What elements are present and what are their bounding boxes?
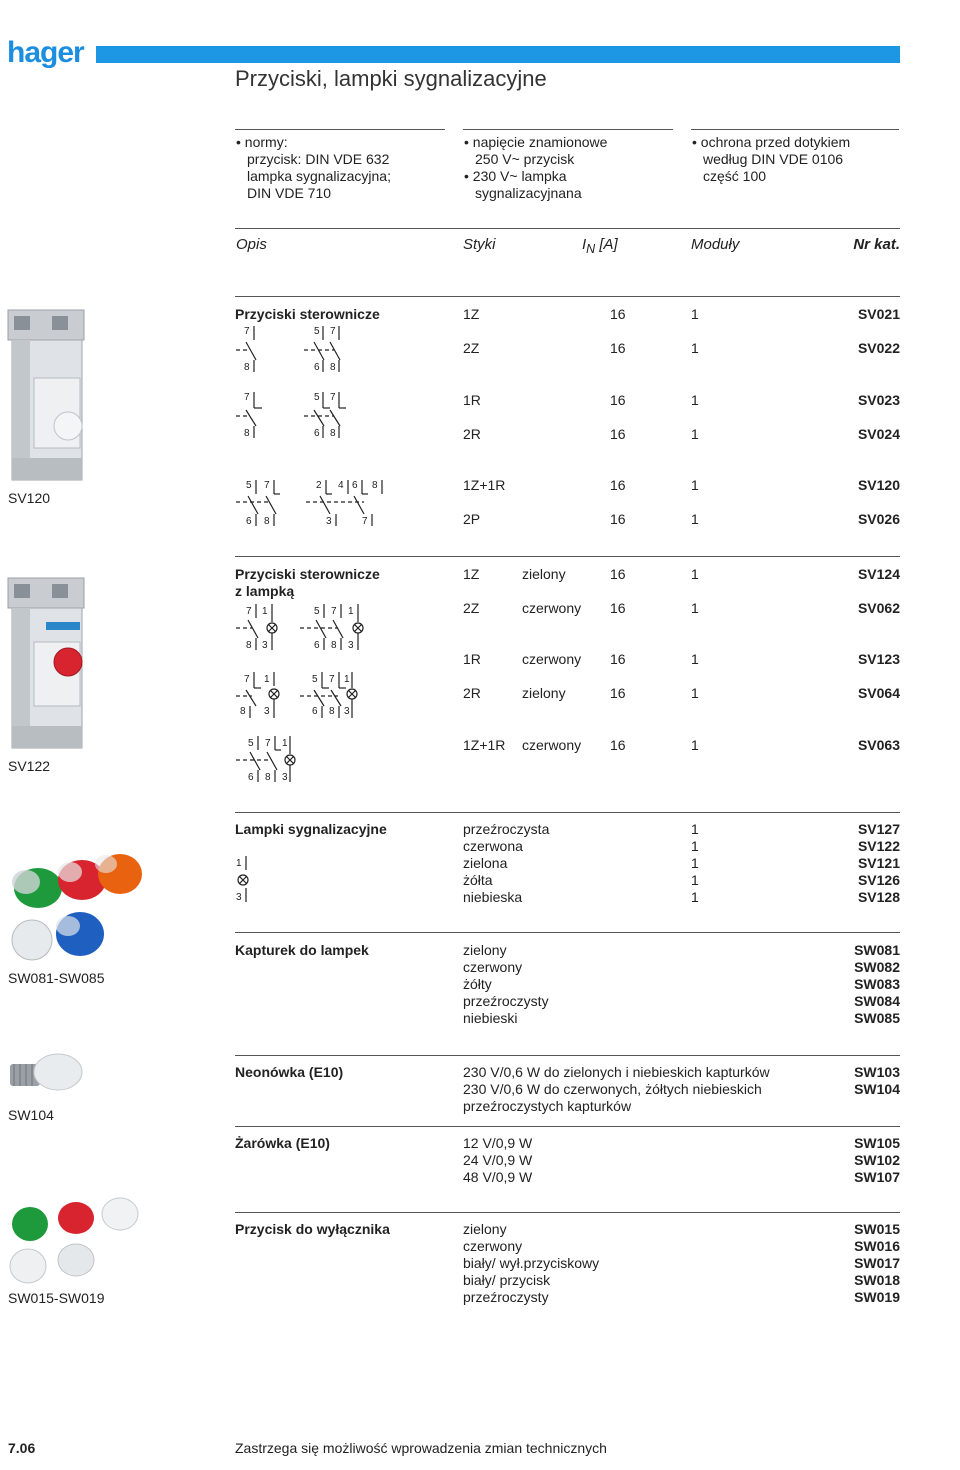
header-bar [96,46,900,63]
row-styki: 1R [463,392,481,408]
section3-catalog-numbers: SV127 SV122 SV121 SV126 SV128 [857,821,900,905]
row-mod: 1 [691,737,699,753]
svg-text:5: 5 [248,738,254,749]
page-number: 7.06 [8,1440,36,1456]
row-nr: SV120 [857,477,900,493]
svg-text:8: 8 [244,362,250,373]
caps-image [6,846,146,970]
row-mod: 1 [691,477,699,493]
svg-text:7: 7 [329,674,335,685]
row-kolor: zielony [522,566,566,582]
svg-text:1: 1 [264,674,270,685]
divider [235,1055,900,1056]
svg-text:7: 7 [331,606,337,617]
row-kolor: czerwony [522,600,582,616]
divider [235,812,900,813]
row-styki: 1Z [463,566,480,582]
svg-text:8: 8 [372,480,378,491]
svg-text:1: 1 [262,606,268,617]
svg-text:5: 5 [314,606,320,617]
caps-label: SW081-SW085 [8,970,105,986]
row-mod: 1 [691,392,699,408]
svg-text:7: 7 [330,392,336,403]
row-styki: 2Z [463,340,480,356]
row-nr: SV123 [857,651,900,667]
svg-text:6: 6 [314,428,320,439]
section2-title: Przyciski sterownicze [235,566,380,582]
svg-text:7: 7 [265,738,271,749]
svg-text:3: 3 [264,706,270,717]
row-styki: 2Z [463,600,480,616]
svg-text:8: 8 [264,516,270,527]
section4-catalog-numbers: SW081 SW082 SW083 SW084 SW085 [854,942,900,1026]
svg-text:7: 7 [362,516,368,527]
section6-catalog-numbers: SW105 SW102 SW107 [854,1135,900,1185]
row-nr: SV064 [857,685,900,701]
row-mod: 1 [691,340,699,356]
row-mod: 1 [691,651,699,667]
sv120-device-image [6,308,86,488]
svg-text:1: 1 [282,738,288,749]
divider [235,556,900,557]
header-opis: Opis [236,236,267,253]
divider [235,296,900,297]
hager-logo: hager [7,36,84,69]
divider [235,1212,900,1213]
section2-contact-diagrams [234,600,434,790]
section7-descriptions: zielony czerwony biały/ wył.przyciskowy biały/ przycisk przeźroczysty [463,1221,600,1305]
row-mod: 1 [691,600,699,616]
svg-text:7: 7 [246,606,252,617]
row-nr: SV024 [857,426,900,442]
sv120-label: SV120 [8,490,51,506]
row-in: 16 [610,600,626,616]
svg-text:5: 5 [312,674,318,685]
row-in: 16 [610,426,626,442]
row-in: 16 [610,651,626,667]
row-styki: 1Z+1R [463,737,506,753]
svg-text:8: 8 [265,772,271,783]
section4-descriptions: zielony czerwony żółty przeźroczysty niebieski [463,942,549,1026]
divider [463,129,673,130]
svg-text:3: 3 [344,706,350,717]
section5-catalog-numbers: SW103 SW104 [854,1064,900,1097]
row-mod: 1 [691,566,699,582]
svg-text:5: 5 [246,480,252,491]
svg-text:1: 1 [236,858,242,869]
svg-text:6: 6 [248,772,254,783]
svg-text:5: 5 [314,392,320,403]
row-in: 16 [610,566,626,582]
svg-text:8: 8 [244,428,250,439]
svg-text:8: 8 [246,640,252,651]
header-styki: Styki [463,236,496,253]
row-styki: 1Z [463,306,480,322]
divider [235,1126,900,1127]
row-in: 16 [610,306,626,322]
svg-text:5: 5 [314,326,320,337]
spec-voltage: • napięcie znamionowe 250 V~ przycisk • 230 V~ lampka sygnalizacyjnana [464,134,608,201]
spec-norms: • normy: przycisk: DIN VDE 632 lampka sygnalizacyjna; DIN VDE 710 [236,134,391,201]
row-kolor: czerwony [522,737,582,753]
svg-text:7: 7 [330,326,336,337]
section5-descriptions: 230 V/0,6 W do zielonych i niebieskich kapturków 230 V/0,6 W do czerwonych, żółtych niebieskich przeźroczystych kapturków [463,1064,770,1114]
row-mod: 1 [691,511,699,527]
row-nr: SV022 [857,340,900,356]
lamp-symbol [234,854,264,904]
row-nr: SV063 [857,737,900,753]
svg-text:6: 6 [314,362,320,373]
section1-contact-diagrams [234,322,434,532]
svg-text:8: 8 [329,706,335,717]
svg-text:7: 7 [244,392,250,403]
row-kolor: zielony [522,685,566,701]
section3-modules: 1 1 1 1 1 [691,821,699,905]
svg-text:3: 3 [326,516,332,527]
divider [235,129,445,130]
header-in: $I_N$ [A] [582,236,618,256]
row-nr: SV124 [857,566,900,582]
svg-text:6: 6 [312,706,318,717]
row-in: 16 [610,685,626,701]
svg-text:3: 3 [236,892,242,903]
row-styki: 1R [463,651,481,667]
svg-text:8: 8 [330,428,336,439]
footer-note: Zastrzega się możliwość wprowadzenia zmian technicznych [235,1440,607,1456]
sv122-label: SV122 [8,758,51,774]
section7-title: Przycisk do wyłącznika [235,1221,390,1237]
switch-buttons-label: SW015-SW019 [8,1290,105,1306]
page-title: Przyciski, lampki sygnalizacyjne [235,66,547,91]
section5-title: Neonówka (E10) [235,1064,344,1080]
divider [235,932,900,933]
section4-title: Kapturek do lampek [235,942,369,958]
row-mod: 1 [691,306,699,322]
svg-text:6: 6 [314,640,320,651]
switch-buttons-image [6,1196,146,1292]
svg-text:8: 8 [240,706,246,717]
row-styki: 2R [463,685,481,701]
row-nr: SV023 [857,392,900,408]
svg-text:8: 8 [330,362,336,373]
svg-text:3: 3 [348,640,354,651]
svg-text:2: 2 [316,480,322,491]
svg-text:7: 7 [264,480,270,491]
row-kolor: czerwony [522,651,582,667]
row-nr: SV021 [857,306,900,322]
header-moduly: Moduły [691,236,740,253]
row-in: 16 [610,340,626,356]
section6-descriptions: 12 V/0,9 W 24 V/0,9 W 48 V/0,9 W [463,1135,533,1185]
divider [691,129,899,130]
svg-text:4: 4 [338,480,344,491]
svg-text:6: 6 [246,516,252,527]
svg-text:7: 7 [244,326,250,337]
section7-catalog-numbers: SW015 SW016 SW017 SW018 SW019 [854,1221,900,1305]
svg-text:7: 7 [244,674,250,685]
sv122-device-image [6,576,86,754]
bulb-label: SW104 [8,1107,54,1123]
row-nr: SV026 [857,511,900,527]
row-styki: 1Z+1R [463,477,506,493]
row-in: 16 [610,737,626,753]
row-nr: SV062 [857,600,900,616]
section2-subtitle: z lampką [235,583,295,599]
row-in: 16 [610,392,626,408]
divider [235,228,900,229]
svg-text:6: 6 [352,480,358,491]
bulb-image [6,1050,86,1100]
svg-text:8: 8 [331,640,337,651]
svg-text:3: 3 [262,640,268,651]
row-styki: 2R [463,426,481,442]
row-mod: 1 [691,685,699,701]
row-in: 16 [610,477,626,493]
svg-text:3: 3 [282,772,288,783]
svg-text:1: 1 [344,674,350,685]
svg-text:1: 1 [348,606,354,617]
header-nrkat: Nr kat. [853,236,900,253]
section3-descriptions: przeźroczysta czerwona zielona żółta niebieska [463,821,550,905]
row-mod: 1 [691,426,699,442]
section1-title: Przyciski sterownicze [235,306,380,322]
row-styki: 2P [463,511,481,527]
row-in: 16 [610,511,626,527]
section6-title: Żarówka (E10) [235,1135,330,1151]
section3-title: Lampki sygnalizacyjne [235,821,387,837]
spec-protection: • ochrona przed dotykiem według DIN VDE 0106 część 100 [692,134,851,184]
